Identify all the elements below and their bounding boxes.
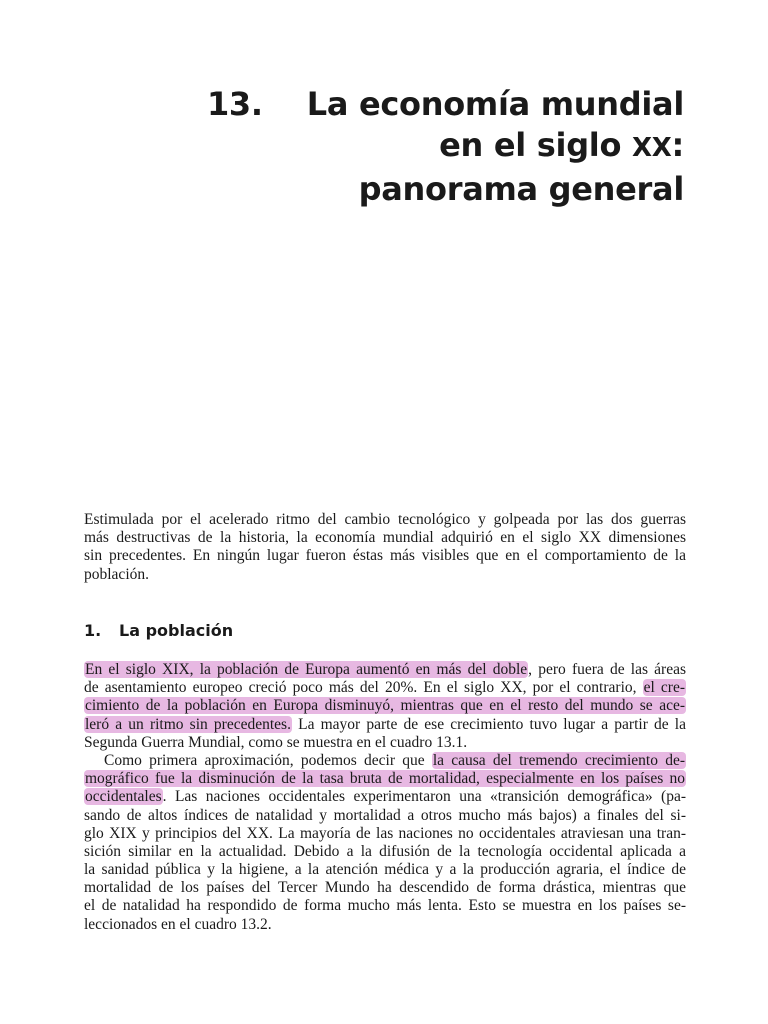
chapter-title-line-2: en el siglo XX: <box>439 126 684 164</box>
text-line: sin precedentes. En ningún lugar fueron éstas más visibles que en el comportamiento de la <box>84 547 686 565</box>
highlighted-text[interactable]: occidentales <box>85 788 162 806</box>
text-line: más destructivas de la historia, la economía mundial adquirió en el siglo XX dimensiones <box>84 529 686 547</box>
text-line: occidentales. Las naciones occidentales experimentaron una «transición demográfica» (pa- <box>85 788 686 806</box>
text-line: leró a un ritmo sin precedentes. La mayor parte de ese crecimiento tuvo lugar a partir de la <box>85 715 686 733</box>
text-line: Segunda Guerra Mundial, como se muestra en el cuadro 13.1. <box>84 733 468 751</box>
text-line <box>84 770 686 788</box>
chapter-title <box>207 84 684 210</box>
chapter-title-line-1: 13. La economía mundial <box>206 85 684 123</box>
highlighted-text[interactable]: leró a un ritmo sin precedentes. <box>85 715 291 733</box>
text-line: sición similar en la actualidad. Debido a la difusión de la tecnología occidental aplicada a <box>84 842 686 860</box>
chapter-number: 13. <box>206 85 263 123</box>
highlighted-text[interactable]: el cre- <box>643 679 685 697</box>
section-body <box>84 661 686 934</box>
chapter-title-line-3: panorama general <box>358 170 684 208</box>
highlighted-text[interactable]: la causa del tremendo crecimiento de- <box>432 751 685 769</box>
text-line: de asentamiento europeo creció poco más del 20%. En el siglo XX, por el contrario, el cre- <box>84 679 685 697</box>
text-line: mortalidad de los países del Tercer Mundo ha descendido de forma drástica, mientras que <box>84 879 686 897</box>
text-line: el de natalidad ha respondido de forma mucho más lenta. Esto se muestra en los países se- <box>84 897 686 915</box>
text-line: sando de altos índices de natalidad y mortalidad a otros mucho más bajos) a finales del si- <box>84 806 686 824</box>
highlighted-text[interactable]: mográfico fue la disminución de la tasa bruta de mortalidad, especialmente en los países no <box>85 770 685 788</box>
text-line: En el siglo XIX, la población de Europa aumentó en más del doble, pero fuera de las áreas <box>85 661 686 678</box>
text-line: Estimulada por el acelerado ritmo del cambio tecnológico y golpeada por las dos guerras <box>84 511 686 528</box>
text-line: Como primera aproximación, podemos decir que la causa del tremendo crecimiento de- <box>104 751 685 769</box>
text-line <box>84 697 686 715</box>
text-line: la sanidad pública y la higiene, a la atención médica y a la producción agraria, el índice de <box>84 861 686 879</box>
section-number: 1. <box>84 621 102 640</box>
text-line: glo XIX y principios del XX. La mayoría de las naciones no occidentales atraviesan una tran- <box>84 824 686 842</box>
section-heading <box>84 621 233 640</box>
intro-paragraph <box>84 511 686 584</box>
section-title: La población <box>119 621 234 640</box>
text-line: población. <box>84 565 149 583</box>
text-line: leccionados en el cuadro 13.2. <box>84 915 272 933</box>
highlighted-text[interactable]: En el siglo XIX, la población de Europa aumentó en más del doble <box>85 661 528 678</box>
highlighted-text[interactable]: cimiento de la población en Europa disminuyó, mientras que en el resto del mundo se ace- <box>85 697 685 715</box>
